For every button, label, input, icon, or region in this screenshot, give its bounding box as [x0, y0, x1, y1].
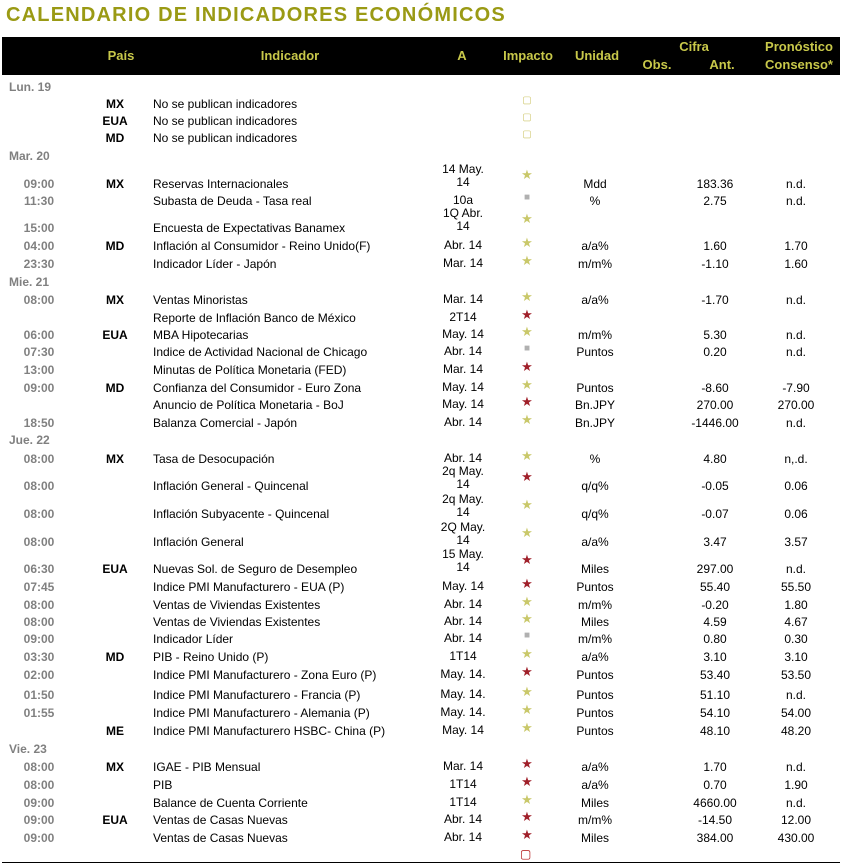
table-header [2, 37, 840, 75]
row-unit: a/a% [581, 239, 609, 253]
row-time: 08:00 [23, 293, 55, 307]
row-date: May. 14 [442, 723, 484, 737]
impact-high-star-icon: ★ [521, 664, 533, 679]
row-time: 09:00 [23, 831, 55, 845]
row-consensus-value: 4.67 [784, 615, 808, 629]
row-country: MX [106, 177, 124, 191]
day-label: Jue. 22 [9, 433, 50, 447]
row-indicator: No se publican indicadores [153, 114, 298, 128]
row-previous-value: 3.47 [703, 535, 727, 549]
impact-box-icon: ▢ [520, 847, 532, 861]
row-time: 07:30 [23, 345, 55, 359]
row-consensus-value: n,.d. [784, 452, 808, 466]
row-date: Abr. 14 [443, 415, 483, 429]
row-indicator: Encuesta de Expectativas Banamex [153, 221, 346, 235]
row-consensus-value: n.d. [785, 328, 806, 342]
row-time: 02:00 [23, 668, 55, 682]
row-indicator: Subasta de Deuda - Tasa real [153, 194, 312, 208]
row-date: May. 14. [440, 705, 486, 719]
row-time: 08:00 [23, 615, 55, 629]
row-previous-value: 0.70 [703, 778, 727, 792]
row-unit: Puntos [576, 688, 614, 702]
row-indicator: Nuevas Sol. de Seguro de Desempleo [153, 562, 358, 576]
row-previous-value: -1.70 [701, 293, 729, 307]
impact-high-star-icon: ★ [521, 469, 533, 484]
row-country: EUA [102, 562, 128, 576]
impact-low-star-icon: ★ [521, 167, 533, 182]
row-previous-value: 297.00 [696, 562, 734, 576]
row-unit: a/a% [581, 778, 609, 792]
impact-low-star-icon: ★ [521, 497, 533, 512]
row-time: 03:30 [23, 650, 55, 664]
row-unit: Miles [580, 562, 609, 576]
row-unit: Puntos [576, 668, 614, 682]
row-unit: q/q% [581, 507, 609, 521]
row-unit: a/a% [581, 760, 609, 774]
row-consensus-value: n.d. [785, 688, 806, 702]
row-consensus-value: n.d. [785, 796, 806, 810]
row-previous-value: -1446.00 [691, 416, 739, 430]
row-country: MD [105, 650, 125, 664]
impact-high-star-icon: ★ [521, 827, 533, 842]
row-consensus-value: 12.00 [780, 813, 812, 827]
row-previous-value: 0.80 [703, 632, 727, 646]
row-unit: a/a% [581, 293, 609, 307]
row-unit: Bn.JPY [574, 416, 616, 430]
row-unit: m/m% [578, 632, 612, 646]
row-indicator: Confianza del Consumidor - Euro Zona [153, 381, 362, 395]
impact-low-star-icon: ★ [521, 684, 533, 699]
row-unit: Puntos [576, 706, 614, 720]
row-consensus-value: 0.06 [784, 479, 808, 493]
row-time: 09:00 [23, 632, 55, 646]
row-previous-value: 2.75 [703, 194, 727, 208]
row-time: 11:30 [23, 194, 55, 208]
row-country: MX [106, 760, 124, 774]
row-previous-value: 0.20 [703, 345, 727, 359]
row-country: EUA [102, 328, 128, 342]
row-unit: m/m% [578, 598, 612, 612]
row-date: May. 14 [442, 327, 484, 341]
header-cifra: Cifra [679, 39, 709, 54]
row-date: 2T14 [449, 310, 477, 324]
row-country: MD [105, 239, 125, 253]
row-unit: Miles [580, 615, 609, 629]
row-indicator: Indice PMI Manufacturero - Zona Euro (P) [153, 668, 377, 682]
row-date: Abr. 14 [443, 238, 483, 252]
row-country: MD [105, 131, 125, 145]
row-time: 08:00 [23, 507, 55, 521]
row-consensus-value: n.d. [785, 177, 806, 191]
row-indicator: Indice PMI Manufacturero HSBC- China (P) [153, 724, 386, 738]
row-indicator: Indice de Actividad Nacional de Chicago [153, 345, 368, 359]
row-country: MX [106, 97, 124, 111]
row-indicator: Indice PMI Manufacturero - EUA (P) [153, 580, 345, 594]
row-previous-value: 1.60 [703, 239, 727, 253]
row-indicator: Indice PMI Manufacturero - Francia (P) [153, 688, 361, 702]
row-unit: q/q% [581, 479, 609, 493]
impact-high-star-icon: ★ [521, 394, 533, 409]
impact-low-star-icon: ★ [521, 412, 533, 427]
impact-low-star-icon: ★ [521, 211, 533, 226]
impact-box-icon: ▢ [522, 95, 532, 106]
row-date: 1Q Abr. 14 [442, 206, 484, 233]
row-unit: Mdd [583, 177, 607, 191]
impact-box-icon: ▢ [522, 129, 532, 140]
row-indicator: Inflación General [153, 535, 244, 549]
row-time: 01:50 [23, 688, 55, 702]
row-time: 08:00 [23, 778, 55, 792]
row-previous-value: 4.80 [703, 452, 727, 466]
row-date: May. 14 [442, 579, 484, 593]
row-previous-value: 3.10 [703, 650, 727, 664]
row-date: Abr. 14 [443, 812, 483, 826]
row-consensus-value: 1.70 [784, 239, 808, 253]
header-ant: Ant. [709, 57, 735, 72]
row-consensus-value: 48.20 [780, 724, 812, 738]
row-unit: a/a% [581, 535, 609, 549]
impact-low-star-icon: ★ [521, 235, 533, 250]
row-country: EUA [102, 813, 128, 827]
row-indicator: Ventas de Casas Nuevas [153, 813, 288, 827]
row-date: Abr. 14 [443, 631, 483, 645]
impact-high-star-icon: ★ [521, 552, 533, 567]
row-date: 10a [452, 193, 474, 207]
row-date: Abr. 14 [443, 451, 483, 465]
row-indicator: No se publican indicadores [153, 131, 298, 145]
row-date: Abr. 14 [443, 614, 483, 628]
row-indicator: MBA Hipotecarias [153, 328, 249, 342]
row-unit: a/a% [581, 650, 609, 664]
row-date: 2q May. 14 [442, 464, 484, 491]
row-indicator: Indicador Líder [153, 632, 234, 646]
row-consensus-value: 0.06 [784, 507, 808, 521]
row-unit: Puntos [576, 381, 614, 395]
row-previous-value: 55.40 [699, 580, 731, 594]
row-country: MD [105, 381, 125, 395]
row-previous-value: -0.05 [701, 479, 729, 493]
row-indicator: Ventas de Casas Nuevas [153, 831, 288, 845]
row-consensus-value: 270.00 [777, 398, 815, 412]
row-time: 08:00 [23, 598, 55, 612]
row-unit: m/m% [578, 328, 612, 342]
impact-low-star-icon: ★ [521, 289, 533, 304]
row-indicator: Ventas Minoristas [153, 293, 248, 307]
day-label: Lun. 19 [9, 80, 52, 94]
impact-neutral-square-icon: ■ [523, 343, 531, 354]
row-time: 13:00 [23, 363, 55, 377]
row-date: May. 14 [442, 397, 484, 411]
row-consensus-value: 1.80 [784, 598, 808, 612]
day-label: Mar. 20 [9, 149, 50, 163]
row-date: Abr. 14 [443, 597, 483, 611]
row-time: 09:00 [23, 796, 55, 810]
impact-high-star-icon: ★ [521, 359, 533, 374]
impact-low-star-icon: ★ [521, 792, 533, 807]
row-date: 1T14 [449, 649, 477, 663]
row-consensus-value: 430.00 [777, 831, 815, 845]
row-previous-value: -1.10 [701, 257, 729, 271]
row-previous-value: 53.40 [699, 668, 731, 682]
row-consensus-value: -7.90 [782, 381, 810, 395]
row-indicator: Ventas de Viviendas Existentes [153, 615, 321, 629]
impact-high-star-icon: ★ [521, 756, 533, 771]
row-unit: m/m% [578, 813, 612, 827]
row-time: 08:00 [23, 452, 55, 466]
row-country: MX [106, 293, 124, 307]
row-date: 15 May. 14 [442, 547, 484, 574]
impact-high-star-icon: ★ [521, 809, 533, 824]
row-indicator: Indicador Líder - Japón [153, 257, 277, 271]
row-date: May. 14. [440, 687, 486, 701]
row-previous-value: -0.20 [701, 598, 729, 612]
row-indicator: Anuncio de Política Monetaria - BoJ [153, 398, 344, 412]
table-bottom-rule [2, 862, 840, 863]
row-consensus-value: 55.50 [780, 580, 812, 594]
row-unit: % [589, 194, 601, 208]
row-consensus-value: 1.90 [784, 778, 808, 792]
row-unit: m/m% [578, 257, 612, 271]
row-time: 23:30 [23, 257, 55, 271]
row-indicator: Indice PMI Manufacturero - Alemania (P) [153, 706, 370, 720]
row-consensus-value: n.d. [785, 293, 806, 307]
row-consensus-value: 0.30 [784, 632, 808, 646]
row-unit: Bn.JPY [574, 398, 616, 412]
row-consensus-value: n.d. [785, 562, 806, 576]
row-date: May. 14 [442, 380, 484, 394]
row-date: Mar. 14 [442, 292, 484, 306]
row-unit: Puntos [576, 724, 614, 738]
row-unit: % [589, 452, 601, 466]
row-country: ME [106, 724, 124, 738]
impact-low-star-icon: ★ [521, 377, 533, 392]
impact-neutral-square-icon: ■ [523, 192, 531, 203]
row-indicator: Reporte de Inflación Banco de México [153, 311, 356, 325]
impact-low-star-icon: ★ [521, 324, 533, 339]
row-previous-value: 4660.00 [693, 796, 737, 810]
impact-box-icon: ▢ [522, 112, 532, 123]
header-obs: Obs. [642, 57, 672, 72]
row-time: 07:45 [23, 580, 55, 594]
row-unit: Puntos [576, 580, 614, 594]
impact-high-star-icon: ★ [521, 774, 533, 789]
row-indicator: Reservas Internacionales [153, 177, 289, 191]
row-indicator: IGAE - PIB Mensual [153, 760, 261, 774]
row-date: Abr. 14 [443, 830, 483, 844]
impact-low-star-icon: ★ [521, 253, 533, 268]
row-date: 1T14 [449, 795, 477, 809]
row-unit: Miles [580, 796, 609, 810]
row-consensus-value: n.d. [785, 194, 806, 208]
row-time: 18:50 [23, 416, 55, 430]
row-date: Mar. 14 [442, 759, 484, 773]
header-pronostico: Pronóstico [765, 39, 833, 54]
row-date: Mar. 14 [442, 256, 484, 270]
impact-low-star-icon: ★ [521, 594, 533, 609]
header-unidad: Unidad [574, 48, 620, 63]
row-date: 2Q May. 14 [440, 520, 486, 547]
row-indicator: Ventas de Viviendas Existentes [153, 598, 321, 612]
day-label: Mie. 21 [9, 275, 50, 289]
impact-high-star-icon: ★ [521, 307, 533, 322]
row-country: EUA [102, 114, 128, 128]
header-a: A [457, 48, 467, 63]
row-previous-value: 5.30 [703, 328, 727, 342]
header-pais: País [107, 48, 135, 63]
row-unit: Puntos [576, 345, 614, 359]
impact-low-star-icon: ★ [521, 448, 533, 463]
row-consensus-value: n.d. [785, 760, 806, 774]
day-label: Vie. 23 [9, 742, 47, 756]
row-indicator: Minutas de Política Monetaria (FED) [153, 363, 347, 377]
row-time: 09:00 [23, 813, 55, 827]
row-time: 06:00 [23, 328, 55, 342]
row-indicator: Balanza Comercial - Japón [153, 416, 298, 430]
impact-low-star-icon: ★ [521, 611, 533, 626]
row-country: MX [106, 452, 124, 466]
row-time: 01:55 [23, 706, 55, 720]
row-indicator: Tasa de Desocupación [153, 452, 275, 466]
row-time: 15:00 [23, 221, 55, 235]
row-date: May. 14. [440, 667, 486, 681]
row-consensus-value: 54.00 [780, 706, 812, 720]
row-previous-value: -14.50 [697, 813, 733, 827]
row-indicator: PIB [153, 778, 173, 792]
row-date: Mar. 14 [442, 362, 484, 376]
row-consensus-value: 3.57 [784, 535, 808, 549]
impact-low-star-icon: ★ [521, 525, 533, 540]
row-time: 08:00 [23, 760, 55, 774]
row-previous-value: 48.10 [699, 724, 731, 738]
impact-neutral-square-icon: ■ [523, 630, 531, 641]
header-indicador: Indicador [260, 48, 320, 63]
row-indicator: No se publican indicadores [153, 97, 298, 111]
row-consensus-value: 53.50 [780, 668, 812, 682]
row-previous-value: -0.07 [701, 507, 729, 521]
row-consensus-value: 1.60 [784, 257, 808, 271]
row-previous-value: 4.59 [703, 615, 727, 629]
row-indicator: Inflación al Consumidor - Reino Unido(F) [153, 239, 371, 253]
impact-high-star-icon: ★ [521, 576, 533, 591]
row-time: 09:00 [23, 177, 55, 191]
row-consensus-value: 3.10 [784, 650, 808, 664]
row-consensus-value: n.d. [785, 345, 806, 359]
row-time: 08:00 [23, 535, 55, 549]
row-date: 14 May. 14 [442, 162, 484, 189]
row-time: 08:00 [23, 479, 55, 493]
row-indicator: Balance de Cuenta Corriente [153, 796, 308, 810]
row-date: 2q May. 14 [442, 492, 484, 519]
row-previous-value: 384.00 [696, 831, 734, 845]
header-consenso: Consenso* [765, 57, 833, 72]
row-previous-value: 183.36 [696, 177, 734, 191]
row-time: 06:30 [23, 562, 55, 576]
row-time: 09:00 [23, 381, 55, 395]
page-title: CALENDARIO DE INDICADORES ECONÓMICOS [6, 4, 506, 26]
row-previous-value: 1.70 [703, 760, 727, 774]
row-indicator: PIB - Reino Unido (P) [153, 650, 269, 664]
impact-low-star-icon: ★ [521, 720, 533, 735]
row-previous-value: 51.10 [699, 688, 731, 702]
impact-low-star-icon: ★ [521, 646, 533, 661]
row-time: 04:00 [23, 239, 55, 253]
row-indicator: Inflación Subyacente - Quincenal [153, 507, 330, 521]
impact-low-star-icon: ★ [521, 702, 533, 717]
row-date: Abr. 14 [443, 344, 483, 358]
row-consensus-value: n.d. [785, 416, 806, 430]
row-previous-value: 54.10 [699, 706, 731, 720]
row-previous-value: 270.00 [696, 398, 734, 412]
row-unit: Miles [580, 831, 609, 845]
header-impacto: Impacto [503, 48, 553, 63]
row-date: 1T14 [449, 777, 477, 791]
row-indicator: Inflación General - Quincenal [153, 479, 309, 493]
row-previous-value: -8.60 [701, 381, 729, 395]
